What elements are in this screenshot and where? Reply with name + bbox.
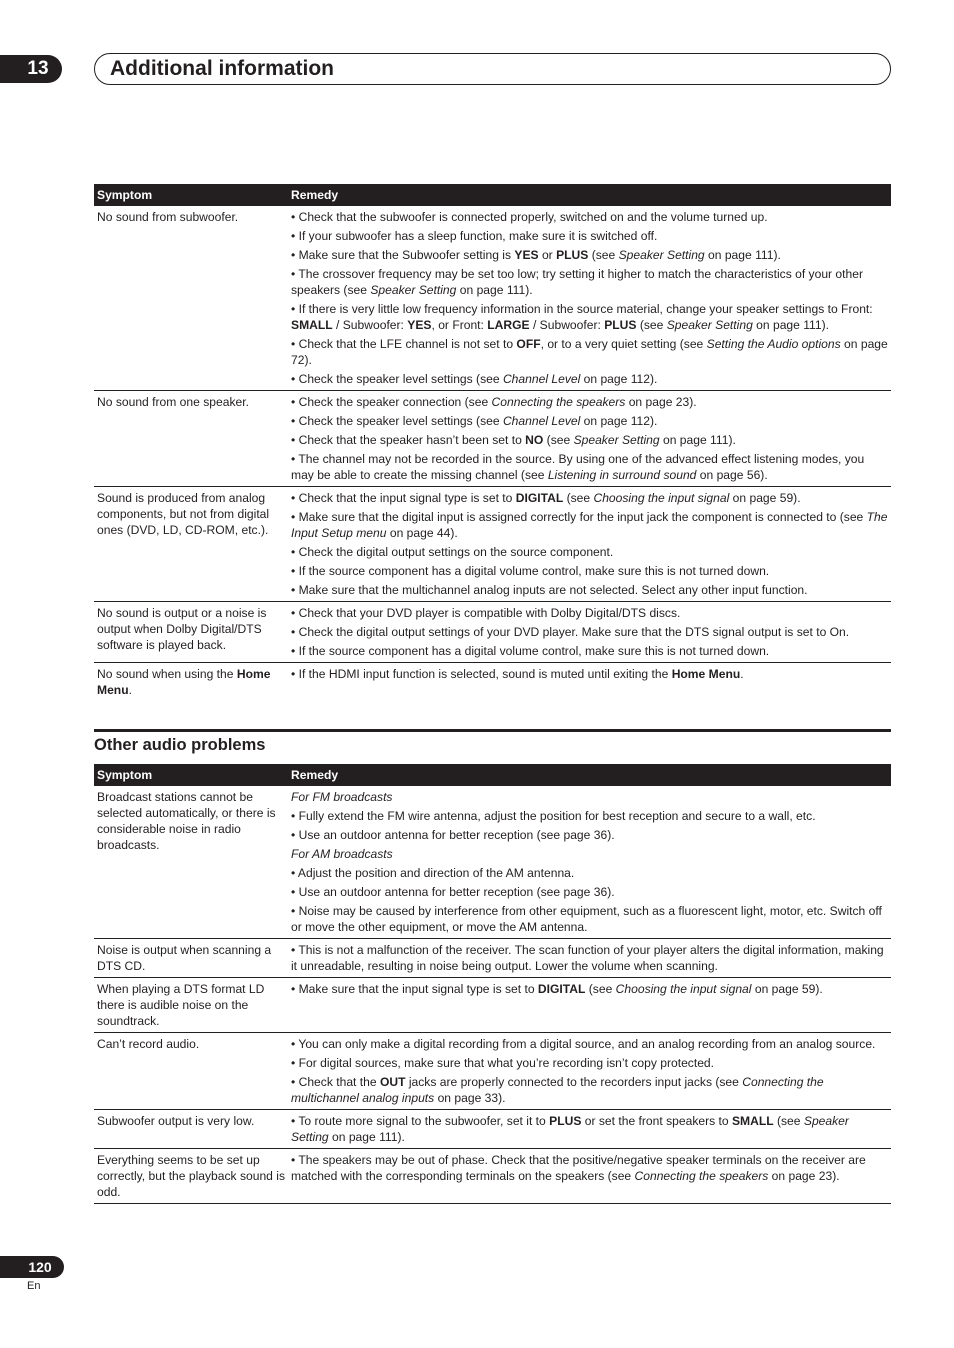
remedy-item: • The speakers may be out of phase. Check that the positive/negative speaker terminals on the receiver are matched with the corresponding terminals on the speakers (see Connecting the speakers on page 23). (291, 1153, 866, 1183)
symptom-cell: No sound is output or a noise is output when Dolby Digital/DTS software is played back. (94, 602, 288, 663)
remedy-item: • Check the speaker connection (see Connecting the speakers on page 23). (291, 395, 697, 409)
table-row (94, 1033, 891, 1110)
remedy-cell (288, 1110, 891, 1149)
remedy-cell (288, 487, 891, 602)
symptom-cell: Noise is output when scanning a DTS CD. (94, 939, 288, 978)
remedy-item: • Check that the LFE channel is not set to OFF, or to a very quiet setting (see Setting the Audio options on page 72). (291, 337, 888, 367)
chapter-number: 13 (27, 58, 49, 79)
remedy-item: For AM broadcasts (291, 847, 393, 861)
remedy-item: • Check that the speaker hasn’t been set to NO (see Speaker Setting on page 111). (291, 433, 736, 447)
table-row (94, 487, 891, 602)
remedy-item: • Check the speaker level settings (see Channel Level on page 112). (291, 372, 658, 386)
symptom-cell: No sound when using the Home Menu. (97, 667, 271, 697)
table-row (94, 602, 891, 663)
symptom-cell: Can’t record audio. (94, 1033, 288, 1110)
column-header-remedy: Remedy (288, 764, 891, 786)
table-row (94, 391, 891, 487)
remedy-item: • For digital sources, make sure that what you’re recording isn’t copy protected. (291, 1056, 715, 1070)
remedy-item: • If the source component has a digital volume control, make sure this is not turned down. (291, 644, 770, 658)
remedy-item: • Check that the subwoofer is connected properly, switched on and the volume turned up. (291, 210, 768, 224)
remedy-item: • If there is very little low frequency information in the source material, change your speaker settings to Front: SMALL / Subwoofer: YES, or Front: LARGE / Subwoofer: PLUS (see Speaker Setting on page 111). (291, 302, 873, 332)
troubleshooting-table-no-sound (94, 184, 891, 701)
symptom-cell: Broadcast stations cannot be selected automatically, or there is considerable noise in radio broadcasts. (94, 786, 288, 939)
symptom-cell: When playing a DTS format LD there is audible noise on the soundtrack. (94, 978, 288, 1033)
page-number-badge (0, 1256, 64, 1278)
remedy-item: • Use an outdoor antenna for better reception (see page 36). (291, 828, 615, 842)
remedy-item: For FM broadcasts (291, 790, 393, 804)
table-row (94, 786, 891, 939)
column-header-symptom: Symptom (94, 764, 288, 786)
table-row (94, 1110, 891, 1149)
remedy-cell (288, 391, 891, 487)
language-code: En (27, 1280, 41, 1292)
table-row (94, 939, 891, 978)
section-divider (94, 729, 891, 732)
table-row (94, 206, 891, 391)
remedy-item: • If the source component has a digital volume control, make sure this is not turned down. (291, 564, 770, 578)
page-number: 120 (28, 1259, 52, 1275)
symptom-cell: Sound is produced from analog components, but not from digital ones (DVD, LD, CD-ROM, etc.). (94, 487, 288, 602)
remedy-item: • This is not a malfunction of the receiver. The scan function of your player alters the digital information, making it unreadable, resulting in noise being output. Lower the volume when scanning. (291, 943, 884, 973)
remedy-item: • Make sure that the Subwoofer setting is YES or PLUS (see Speaker Setting on page 111). (291, 248, 781, 262)
remedy-item: • If the HDMI input function is selected, sound is muted until exiting the Home Menu. (291, 667, 744, 681)
table-row (94, 978, 891, 1033)
column-header-remedy: Remedy (288, 184, 891, 206)
remedy-cell (288, 786, 891, 939)
symptom-cell: Everything seems to be set up correctly, but the playback sound is odd. (94, 1149, 288, 1204)
troubleshooting-table-other-audio (94, 764, 891, 1204)
remedy-item: • Adjust the position and direction of the AM antenna. (291, 866, 575, 880)
remedy-item: • Make sure that the digital input is assigned correctly for the input jack the component is connected to (see The Input Setup menu on page 44). (291, 510, 888, 540)
remedy-item: • You can only make a digital recording from a digital source, and an analog recording from an analog source. (291, 1037, 876, 1051)
table-header-row (94, 764, 891, 786)
remedy-item: • Make sure that the input signal type is set to DIGITAL (see Choosing the input signal on page 59). (291, 982, 823, 996)
column-header-symptom: Symptom (94, 184, 288, 206)
remedy-item: • Check that the input signal type is set to DIGITAL (see Choosing the input signal on page 59). (291, 491, 801, 505)
remedy-cell (288, 663, 891, 702)
chapter-number-badge (0, 55, 62, 83)
remedy-cell (288, 206, 891, 391)
remedy-cell (288, 1033, 891, 1110)
section-heading: Other audio problems (94, 736, 266, 754)
remedy-cell (288, 1149, 891, 1204)
remedy-item: • Noise may be caused by interference from other equipment, such as a fluorescent light, motor, etc. Switch off or move the other equipment, or move the AM antenna. (291, 904, 882, 934)
remedy-item: • To route more signal to the subwoofer, set it to PLUS or set the front speakers to SMALL (see Speaker Setting on page 111). (291, 1114, 849, 1144)
remedy-item: • Fully extend the FM wire antenna, adjust the position for best reception and secure to a wall, etc. (291, 809, 816, 823)
page-title: Additional information (110, 57, 334, 80)
remedy-item: • The crossover frequency may be set too low; try setting it higher to match the characteristics of your other speakers (see Speaker Setting on page 111). (291, 267, 864, 297)
remedy-item: • Check the digital output settings on the source component. (291, 545, 614, 559)
symptom-cell: No sound from one speaker. (94, 391, 288, 487)
symptom-cell: No sound from subwoofer. (94, 206, 288, 391)
symptom-cell: Subwoofer output is very low. (94, 1110, 288, 1149)
remedy-item: • Make sure that the multichannel analog inputs are not selected. Select any other input function. (291, 583, 808, 597)
remedy-item: • The channel may not be recorded in the source. By using one of the advanced effect listening modes, you may be able to create the missing channel (see Listening in surround sound on page 56). (291, 452, 865, 482)
table-row (94, 663, 891, 702)
remedy-cell (288, 978, 891, 1033)
remedy-item: • Use an outdoor antenna for better reception (see page 36). (291, 885, 615, 899)
remedy-item: • Check that the OUT jacks are properly connected to the recorders input jacks (see Connecting the multichannel analog inputs on page 33). (291, 1075, 824, 1105)
remedy-item: • Check that your DVD player is compatible with Dolby Digital/DTS discs. (291, 606, 681, 620)
table-header-row (94, 184, 891, 206)
remedy-cell (288, 602, 891, 663)
remedy-item: • Check the digital output settings of your DVD player. Make sure that the DTS signal output is set to On. (291, 625, 850, 639)
remedy-item: • If your subwoofer has a sleep function, make sure it is switched off. (291, 229, 658, 243)
table-row (94, 1149, 891, 1204)
remedy-cell (288, 939, 891, 978)
remedy-item: • Check the speaker level settings (see Channel Level on page 112). (291, 414, 658, 428)
